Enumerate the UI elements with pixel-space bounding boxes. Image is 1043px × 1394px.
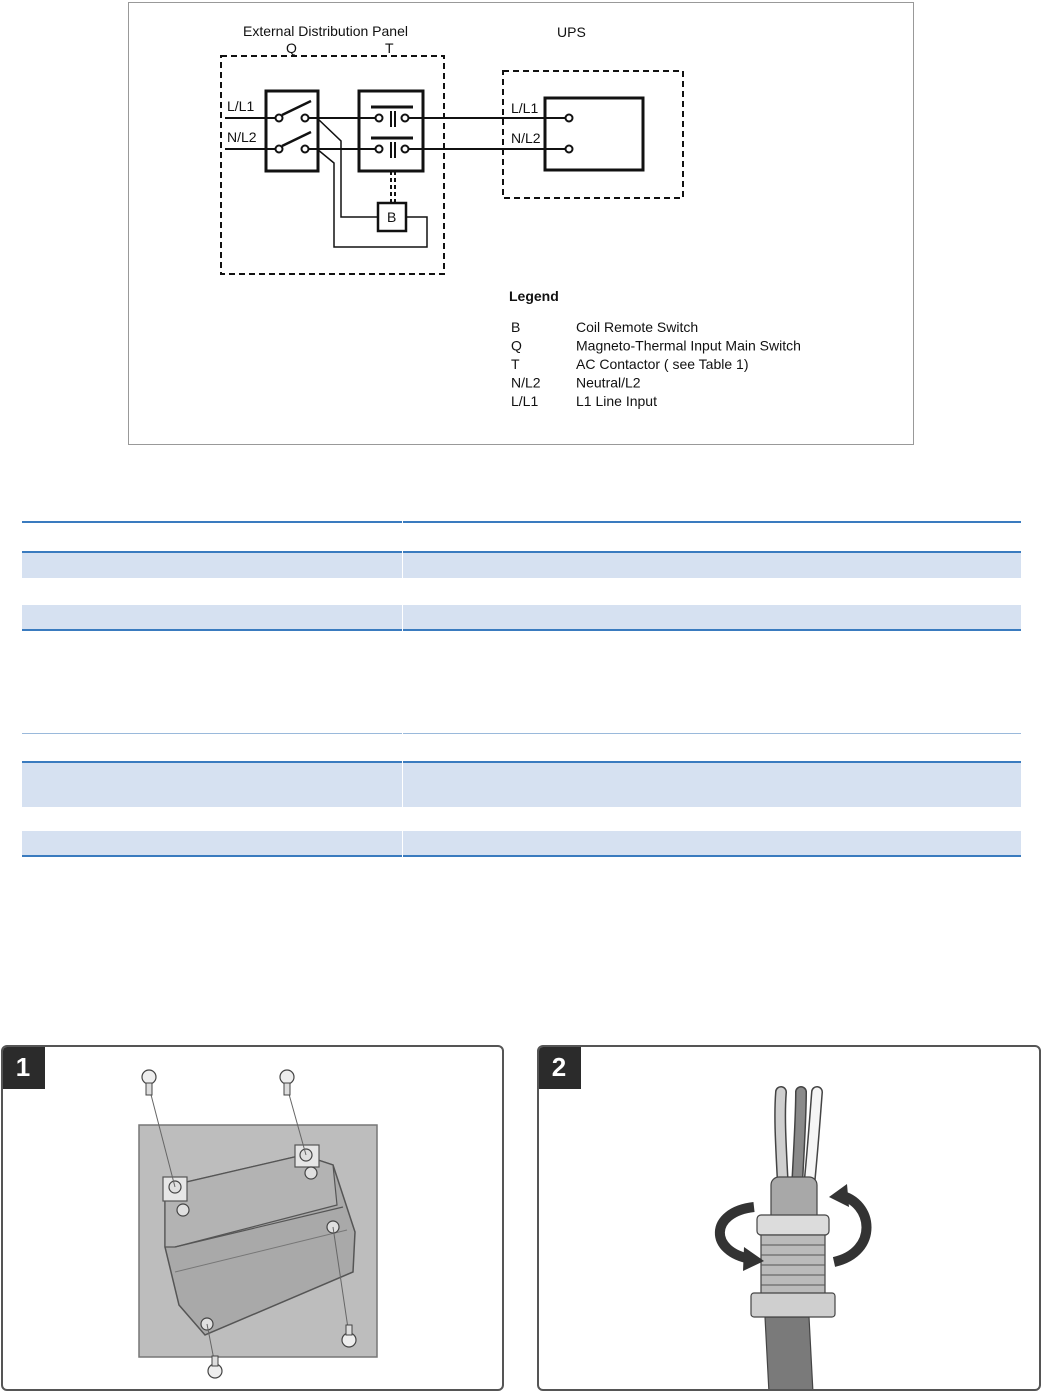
legend-title: Legend <box>509 288 559 304</box>
input-l1-label: L/L1 <box>227 98 255 114</box>
step-1-badge: 1 <box>1 1045 45 1089</box>
table-row <box>22 761 1021 807</box>
legend-key: Q <box>511 337 522 354</box>
table-row <box>22 605 1021 629</box>
table-row-rule <box>22 733 1021 734</box>
ups-title: UPS <box>557 24 586 40</box>
ups-n2-label: N/L2 <box>511 130 541 146</box>
screw-icon <box>208 1356 222 1378</box>
legend-description: Neutral/L2 <box>576 374 641 391</box>
table-row <box>22 831 1021 857</box>
cable-gland-illustration <box>539 1047 1041 1391</box>
legend-description: Magneto-Thermal Input Main Switch <box>576 337 801 354</box>
table-section-rule <box>22 629 1021 631</box>
legend-description: L1 Line Input <box>576 393 657 409</box>
distribution-panel-title: External Distribution Panel <box>243 23 408 39</box>
wiring-diagram <box>128 2 914 445</box>
wiring-diagram-drawing <box>129 3 915 446</box>
figure-step-2 <box>537 1045 1041 1391</box>
step-2-badge: 2 <box>537 1045 581 1089</box>
legend-key: N/L2 <box>511 374 541 391</box>
contactor-t-box <box>359 91 423 171</box>
legend-key: L/L1 <box>511 393 539 409</box>
ups-unit-box <box>545 98 643 170</box>
legend-key: T <box>511 356 520 372</box>
table-header-rule <box>22 521 1021 523</box>
legend-description: AC Contactor ( see Table 1) <box>576 356 749 372</box>
ups-l1-label: L/L1 <box>511 100 539 116</box>
cover-plate-illustration <box>3 1047 504 1391</box>
contactor-t-label: T <box>385 40 394 56</box>
screw-icon <box>280 1070 294 1095</box>
table-row <box>22 551 1021 578</box>
screw-icon <box>142 1070 156 1095</box>
legend-key: B <box>511 319 521 335</box>
switch-q-label: Q <box>286 40 297 56</box>
coil-b-label: B <box>387 209 397 225</box>
table-column-divider <box>402 521 403 859</box>
figure-step-1 <box>1 1045 504 1391</box>
legend-description: Coil Remote Switch <box>576 319 699 335</box>
distribution-panel-outline <box>221 56 444 274</box>
input-n2-label: N/L2 <box>227 129 257 145</box>
